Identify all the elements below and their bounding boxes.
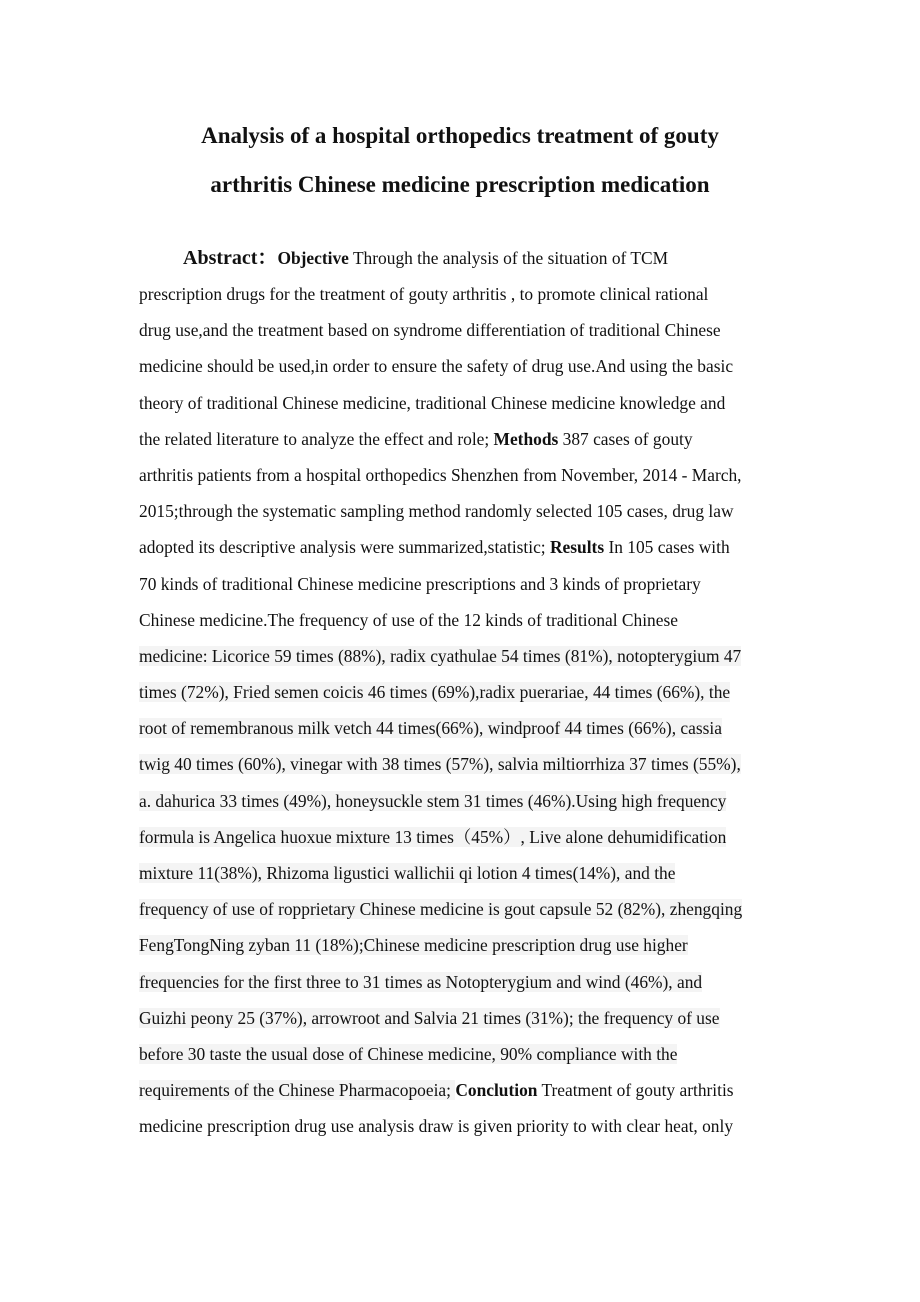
abstract-text: 387 cases of gouty	[558, 428, 693, 449]
abstract-line	[139, 783, 799, 819]
abstract-line	[139, 1036, 799, 1072]
abstract-text: times (72%), Fried semen coicis 46 times (69%),radix puerariae, 44 times (66%), the	[139, 682, 731, 703]
abstract-paragraph	[139, 240, 799, 1145]
abstract-text: Treatment of gouty arthritis	[537, 1080, 734, 1101]
abstract-text: adopted its descriptive analysis were summarized,statistic;	[139, 537, 550, 558]
abstract-line	[139, 927, 799, 963]
abstract-text: twig 40 times (60%), vinegar with 38 times (57%), salvia miltiorrhiza 37 times (55%),	[139, 754, 741, 775]
abstract-line	[139, 891, 799, 927]
abstract-text: Through the analysis of the situation of TCM	[348, 248, 669, 268]
abstract-text: before 30 taste the usual dose of Chinese medicine, 90% compliance with the	[139, 1043, 678, 1064]
abstract-text: Guizhi peony 25 (37%), arrowroot and Salvia 21 times (31%); the frequency of use	[139, 1007, 720, 1028]
abstract-line	[139, 964, 799, 1000]
abstract-line	[139, 855, 799, 891]
abstract-line: prescription drugs for the treatment of gouty arthritis , to promote clinical rational	[139, 284, 709, 304]
abstract-line	[139, 240, 799, 276]
abstract-text: In 105 cases with	[604, 537, 730, 558]
abstract-text: mixture 11(38%), Rhizoma ligustici wallichii qi lotion 4 times(14%), and the	[139, 863, 676, 883]
abstract-text: FengTongNing zyban 11 (18%);Chinese medicine prescription drug use higher	[139, 935, 688, 956]
abstract-line	[139, 638, 799, 674]
abstract-line	[139, 529, 799, 565]
abstract-line: medicine prescription drug use analysis draw is given priority to with clear heat, only	[139, 1116, 734, 1137]
abstract-line	[139, 1072, 799, 1108]
abstract-line: theory of traditional Chinese medicine, traditional Chinese medicine knowledge and	[139, 392, 726, 413]
abstract-text: medicine: Licorice 59 times (88%), radix cyathulae 54 times (81%), notopterygium 47	[139, 645, 742, 666]
abstract-text: formula is Angelica huoxue mixture 13 times（45%）, Live alone dehumidification	[139, 826, 727, 847]
abstract-line	[139, 710, 799, 746]
abstract-text: a. dahurica 33 times (49%), honeysuckle stem 31 times (46%).Using high frequency	[139, 790, 727, 811]
abstract-line: 2015;through the systematic sampling method randomly selected 105 cases, drug law	[139, 501, 734, 522]
abstract-text: frequencies for the first three to 31 times as Notopterygium and wind (46%), and	[139, 971, 703, 992]
methods-label: Methods	[493, 428, 559, 449]
abstract-line: drug use,and the treatment based on syndrome differentiation of traditional Chinese	[139, 320, 721, 341]
abstract-text: the related literature to analyze the effect and role;	[139, 428, 494, 449]
abstract-line	[139, 819, 799, 855]
abstract-line: Chinese medicine.The frequency of use of the 12 kinds of traditional Chinese	[139, 609, 678, 630]
abstract-text: root of remembranous milk vetch 44 times(66%), windproof 44 times (66%), cassia	[139, 718, 722, 739]
title-line-2: arthritis Chinese medicine prescription medication	[210, 172, 710, 197]
objective-label: Objective	[277, 248, 349, 268]
abstract-text: requirements of the Chinese Pharmacopoeia;	[139, 1080, 456, 1101]
results-label: Results	[549, 537, 605, 558]
abstract-line	[139, 1000, 799, 1036]
title-line-1: Analysis of a hospital orthopedics treatment of gouty	[201, 123, 719, 148]
abstract-text: frequency of use of ropprietary Chinese medicine is gout capsule 52 (82%), zhengqing	[139, 899, 743, 920]
abstract-line	[139, 421, 799, 457]
abstract-line: 70 kinds of traditional Chinese medicine prescriptions and 3 kinds of proprietary	[139, 573, 701, 594]
abstract-line	[139, 746, 799, 782]
abstract-label: Abstract：	[183, 247, 278, 269]
abstract-line	[139, 674, 799, 710]
abstract-line: medicine should be used,in order to ensure the safety of drug use.And using the basic	[139, 356, 734, 377]
abstract-line: arthritis patients from a hospital orthopedics Shenzhen from November, 2014 - March,	[139, 464, 742, 485]
conclusion-label: Conclution	[455, 1080, 538, 1101]
